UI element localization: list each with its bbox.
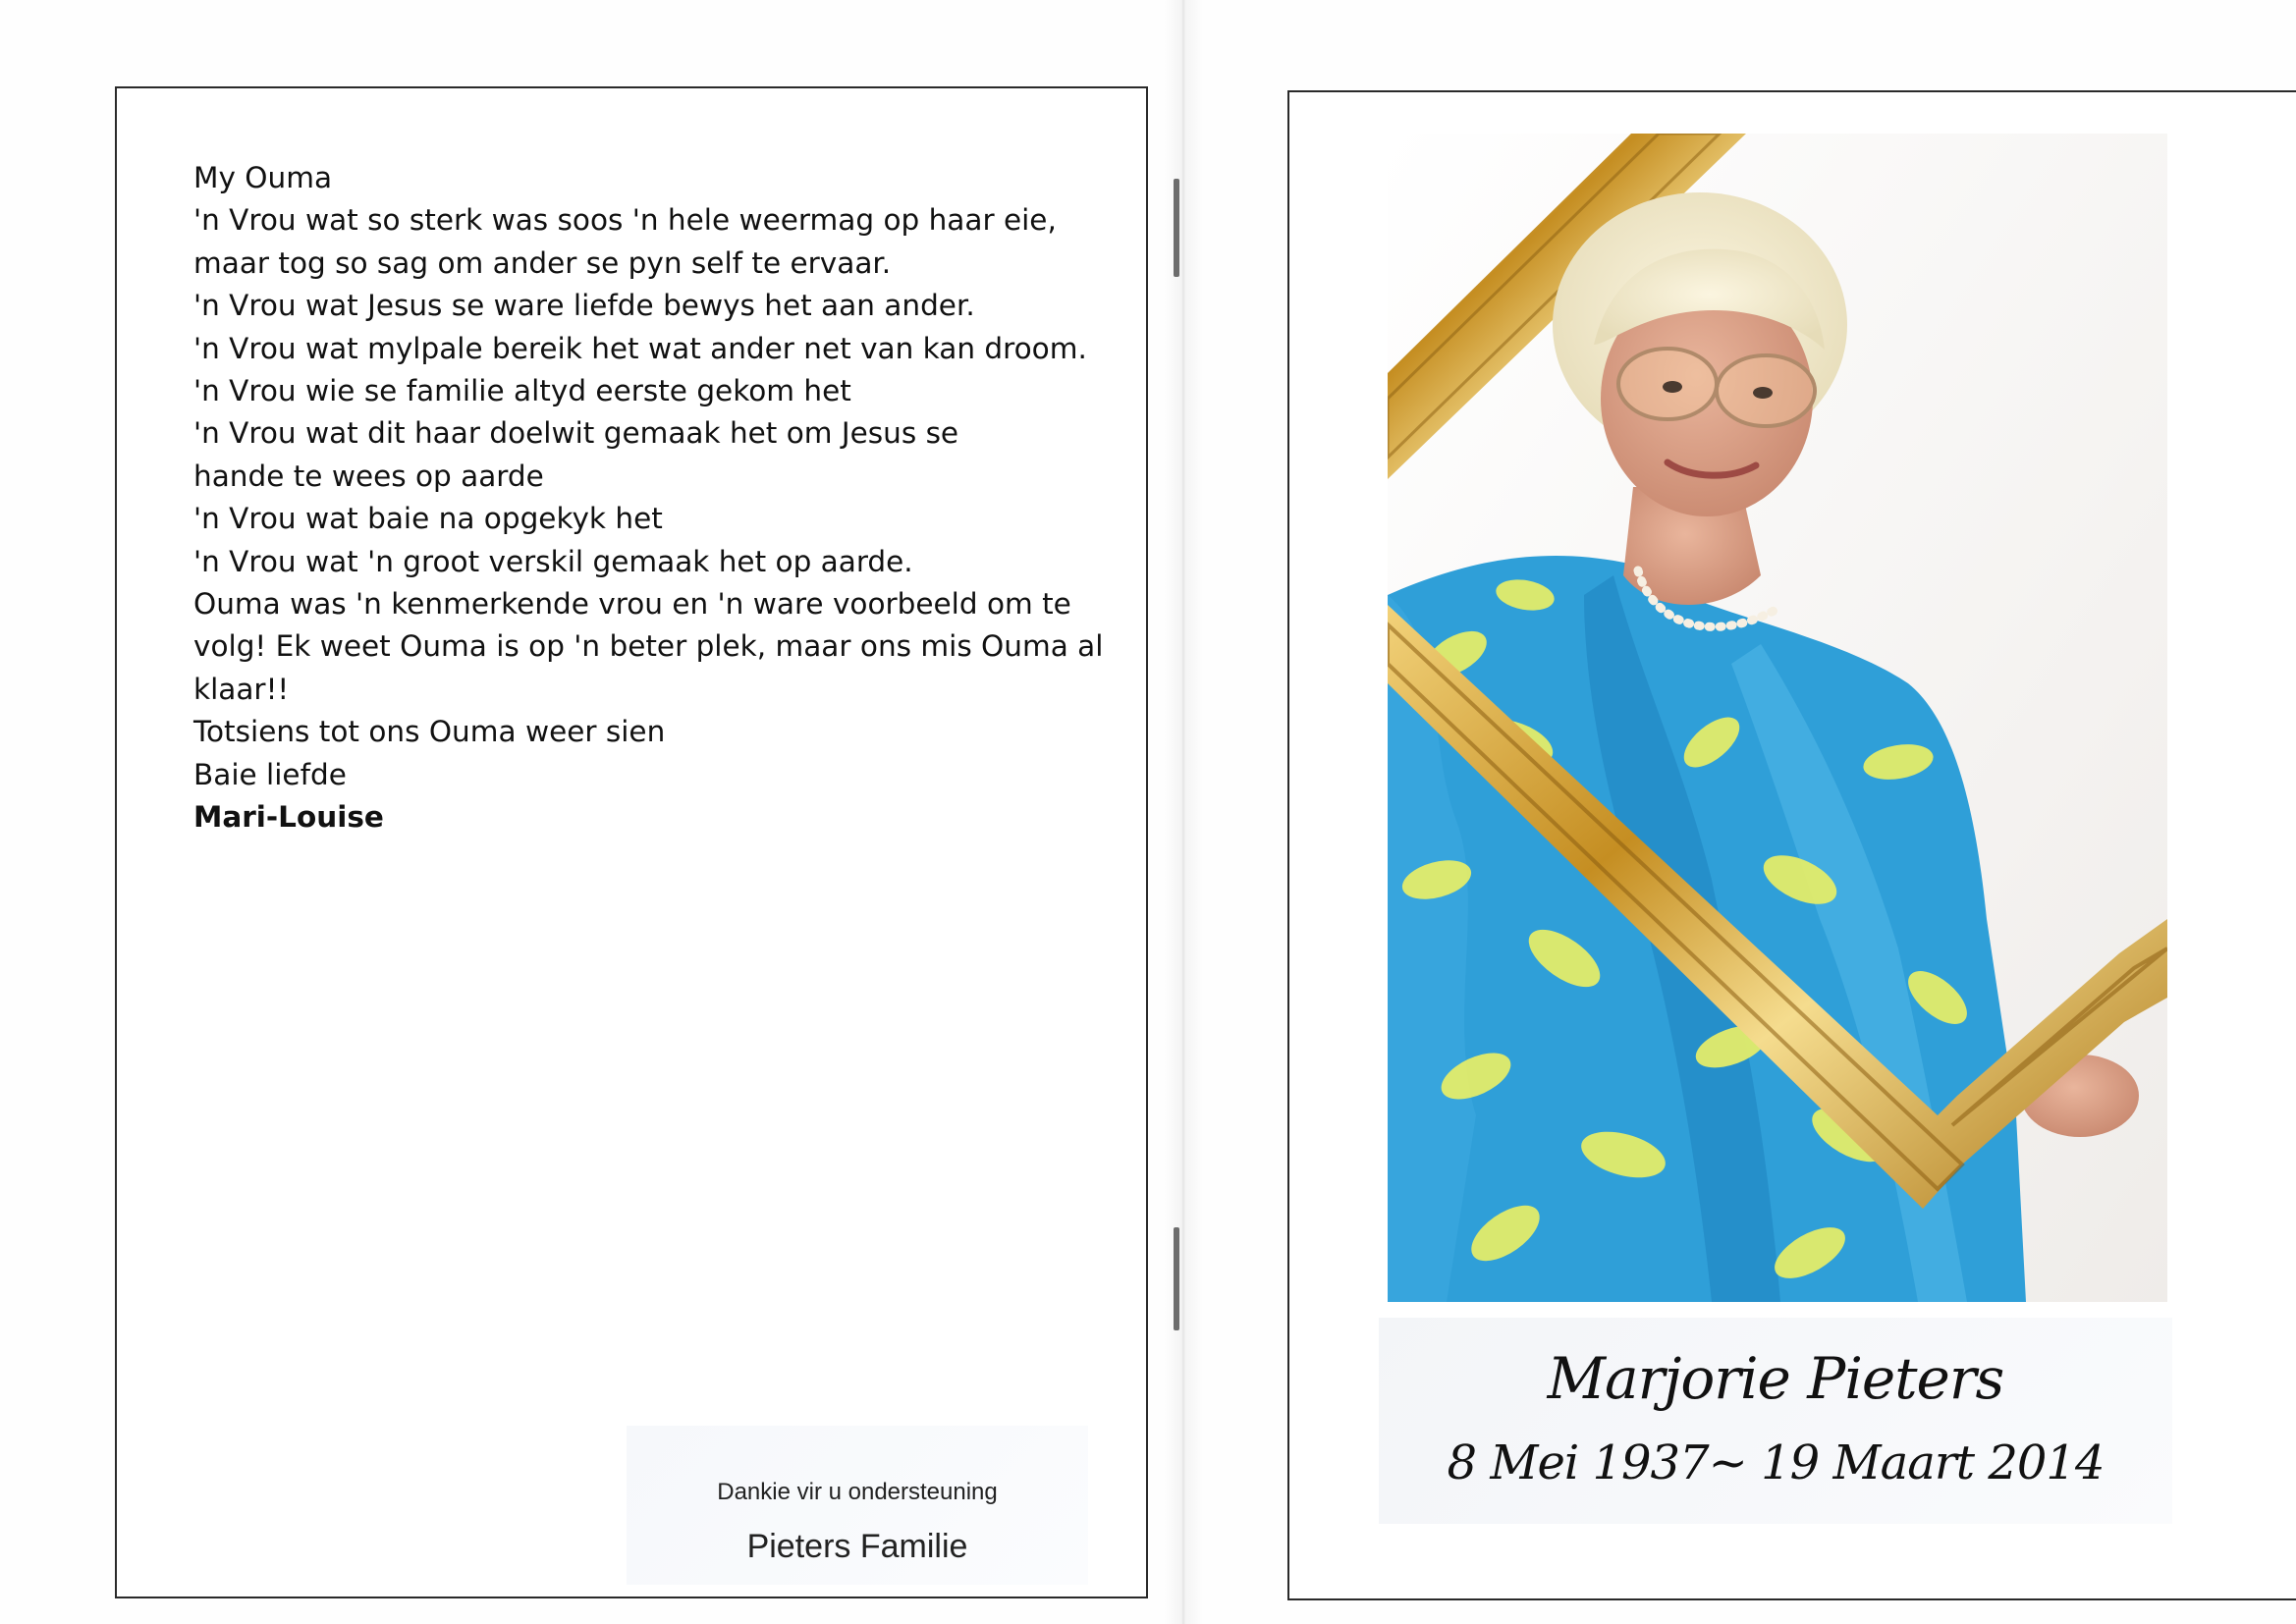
poem-line: hande te wees op aarde (193, 459, 544, 493)
poem-line: Ouma was 'n kenmerkende vrou en 'n ware voorbeeld om te (193, 587, 1071, 622)
poem-line: My Ouma (193, 161, 333, 194)
portrait-photo (1388, 134, 2167, 1302)
poem-line: 'n Vrou wat 'n groot verskil gemaak het op aarde. (193, 544, 913, 578)
poem-line: klaar!! (193, 672, 290, 706)
poem-signature: Mari-Louise (193, 800, 384, 835)
thanks-panel (627, 1426, 1088, 1585)
life-dates: 8 Mei 1937~ 19 Maart 2014 (1447, 1435, 2105, 1490)
poem-line: 'n Vrou wat baie na opgekyk het (193, 502, 663, 536)
poem-line: 'n Vrou wie se familie altyd eerste gekom het (193, 374, 851, 408)
poem-line: 'n Vrou wat Jesus se ware liefde bewys het aan ander. (193, 289, 975, 323)
thanks-text: Dankie vir u ondersteuning (717, 1479, 998, 1505)
staple-bottom (1174, 1227, 1179, 1330)
poem-line: Baie liefde (193, 757, 347, 791)
center-fold (1164, 0, 1203, 1624)
poem-line: 'n Vrou wat so sterk was soos 'n hele weermag op haar eie, (193, 203, 1057, 238)
name-panel (1379, 1318, 2172, 1524)
deceased-name: Marjorie Pieters (1547, 1345, 2004, 1412)
portrait-illustration (1388, 134, 2167, 1302)
poem-line: maar tog so sag om ander se pyn self te ervaar. (193, 245, 892, 280)
poem-line: 'n Vrou wat dit haar doelwit gemaak het om Jesus se (193, 416, 959, 451)
staple-top (1174, 179, 1179, 277)
family-name: Pieters Familie (746, 1528, 968, 1565)
poem-line: 'n Vrou wat mylpale bereik het wat ander net van kan droom. (193, 331, 1087, 365)
poem-line: volg! Ek weet Ouma is op 'n beter plek, maar ons mis Ouma al (193, 629, 1104, 664)
poem-line: Totsiens tot ons Ouma weer sien (193, 715, 666, 749)
poem-text (193, 157, 1104, 839)
